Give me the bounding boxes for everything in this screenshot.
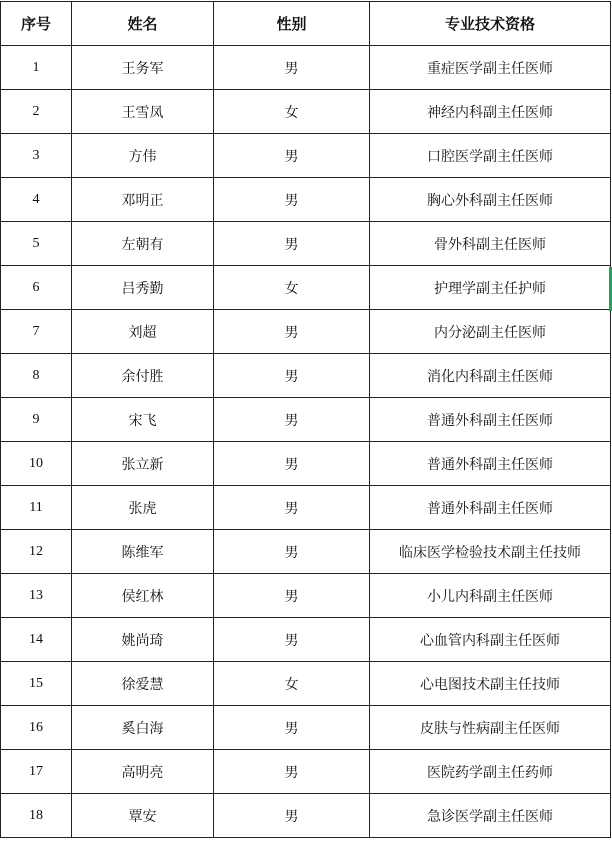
table-row: [1, 706, 611, 750]
cell-name[interactable]: 邓明正: [72, 178, 214, 222]
cell-sex[interactable]: 男: [214, 794, 370, 838]
cell-sex[interactable]: 男: [214, 486, 370, 530]
cell-qualification[interactable]: 心血管内科副主任医师: [370, 618, 611, 662]
cell-qualification[interactable]: 小儿内科副主任医师: [370, 574, 611, 618]
cell-sex[interactable]: 男: [214, 442, 370, 486]
header-sex[interactable]: 性别: [214, 2, 370, 46]
table-row: [1, 222, 611, 266]
cell-qualification[interactable]: 内分泌副主任医师: [370, 310, 611, 354]
cell-seq[interactable]: 17: [1, 750, 72, 794]
table-row: [1, 46, 611, 90]
cell-sex[interactable]: 女: [214, 90, 370, 134]
cell-name[interactable]: 王务军: [72, 46, 214, 90]
table-row: [1, 134, 611, 178]
cell-name[interactable]: 陈维军: [72, 530, 214, 574]
header-qualification[interactable]: 专业技术资格: [370, 2, 611, 46]
cell-seq[interactable]: 8: [1, 354, 72, 398]
cell-qualification[interactable]: 医院药学副主任药师: [370, 750, 611, 794]
cell-seq[interactable]: 9: [1, 398, 72, 442]
cell-qualification[interactable]: 神经内科副主任医师: [370, 90, 611, 134]
cell-name[interactable]: 姚尚琦: [72, 618, 214, 662]
cell-name[interactable]: 覃安: [72, 794, 214, 838]
cell-name[interactable]: 方伟: [72, 134, 214, 178]
cell-seq[interactable]: 11: [1, 486, 72, 530]
table-row: [1, 90, 611, 134]
cell-seq[interactable]: 2: [1, 90, 72, 134]
table-row: [1, 266, 611, 310]
cell-seq[interactable]: 15: [1, 662, 72, 706]
cell-sex[interactable]: 男: [214, 574, 370, 618]
table-row: [1, 662, 611, 706]
table-row: [1, 530, 611, 574]
cell-name[interactable]: 吕秀勤: [72, 266, 214, 310]
cell-sex[interactable]: 女: [214, 662, 370, 706]
cell-name[interactable]: 宋飞: [72, 398, 214, 442]
cell-seq[interactable]: 12: [1, 530, 72, 574]
cell-name[interactable]: 徐爱慧: [72, 662, 214, 706]
cell-name[interactable]: 余付胜: [72, 354, 214, 398]
table-row: [1, 442, 611, 486]
cell-seq[interactable]: 1: [1, 46, 72, 90]
cell-seq[interactable]: 10: [1, 442, 72, 486]
cell-seq[interactable]: 3: [1, 134, 72, 178]
table-row: [1, 310, 611, 354]
cell-sex[interactable]: 女: [214, 266, 370, 310]
personnel-table: [0, 1, 611, 838]
cell-seq[interactable]: 16: [1, 706, 72, 750]
cell-qualification[interactable]: 护理学副主任护师: [370, 266, 611, 310]
cell-qualification[interactable]: 普通外科副主任医师: [370, 486, 611, 530]
header-seq[interactable]: 序号: [1, 2, 72, 46]
table-row: [1, 618, 611, 662]
cell-qualification[interactable]: 急诊医学副主任医师: [370, 794, 611, 838]
table-row: [1, 486, 611, 530]
cell-name[interactable]: 高明亮: [72, 750, 214, 794]
cell-name[interactable]: 张虎: [72, 486, 214, 530]
cell-sex[interactable]: 男: [214, 46, 370, 90]
table-row: [1, 178, 611, 222]
cell-qualification[interactable]: 重症医学副主任医师: [370, 46, 611, 90]
table-row: [1, 354, 611, 398]
cell-seq[interactable]: 4: [1, 178, 72, 222]
cell-qualification[interactable]: 普通外科副主任医师: [370, 442, 611, 486]
cell-qualification[interactable]: 胸心外科副主任医师: [370, 178, 611, 222]
cell-qualification[interactable]: 心电图技术副主任技师: [370, 662, 611, 706]
header-row: [1, 2, 611, 46]
cell-qualification[interactable]: 消化内科副主任医师: [370, 354, 611, 398]
cell-seq[interactable]: 18: [1, 794, 72, 838]
cell-name[interactable]: 刘超: [72, 310, 214, 354]
cell-qualification[interactable]: 临床医学检验技术副主任技师: [370, 530, 611, 574]
cell-name[interactable]: 王雪凤: [72, 90, 214, 134]
table-body: [1, 46, 611, 838]
cell-sex[interactable]: 男: [214, 354, 370, 398]
cell-qualification[interactable]: 皮肤与性病副主任医师: [370, 706, 611, 750]
cell-sex[interactable]: 男: [214, 618, 370, 662]
cell-seq[interactable]: 5: [1, 222, 72, 266]
cell-qualification[interactable]: 口腔医学副主任医师: [370, 134, 611, 178]
table-row: [1, 574, 611, 618]
cell-sex[interactable]: 男: [214, 530, 370, 574]
cell-seq[interactable]: 6: [1, 266, 72, 310]
cell-seq[interactable]: 7: [1, 310, 72, 354]
cell-seq[interactable]: 13: [1, 574, 72, 618]
cell-sex[interactable]: 男: [214, 398, 370, 442]
cell-qualification[interactable]: 骨外科副主任医师: [370, 222, 611, 266]
table-row: [1, 398, 611, 442]
cell-sex[interactable]: 男: [214, 222, 370, 266]
header-name[interactable]: 姓名: [72, 2, 214, 46]
cell-seq[interactable]: 14: [1, 618, 72, 662]
cell-sex[interactable]: 男: [214, 310, 370, 354]
cell-sex[interactable]: 男: [214, 706, 370, 750]
cell-sex[interactable]: 男: [214, 750, 370, 794]
table-row: [1, 794, 611, 838]
cell-sex[interactable]: 男: [214, 134, 370, 178]
cell-name[interactable]: 侯红林: [72, 574, 214, 618]
cell-name[interactable]: 奚白海: [72, 706, 214, 750]
table-row: [1, 750, 611, 794]
cell-name[interactable]: 张立新: [72, 442, 214, 486]
cell-sex[interactable]: 男: [214, 178, 370, 222]
cell-name[interactable]: 左朝有: [72, 222, 214, 266]
cell-qualification[interactable]: 普通外科副主任医师: [370, 398, 611, 442]
